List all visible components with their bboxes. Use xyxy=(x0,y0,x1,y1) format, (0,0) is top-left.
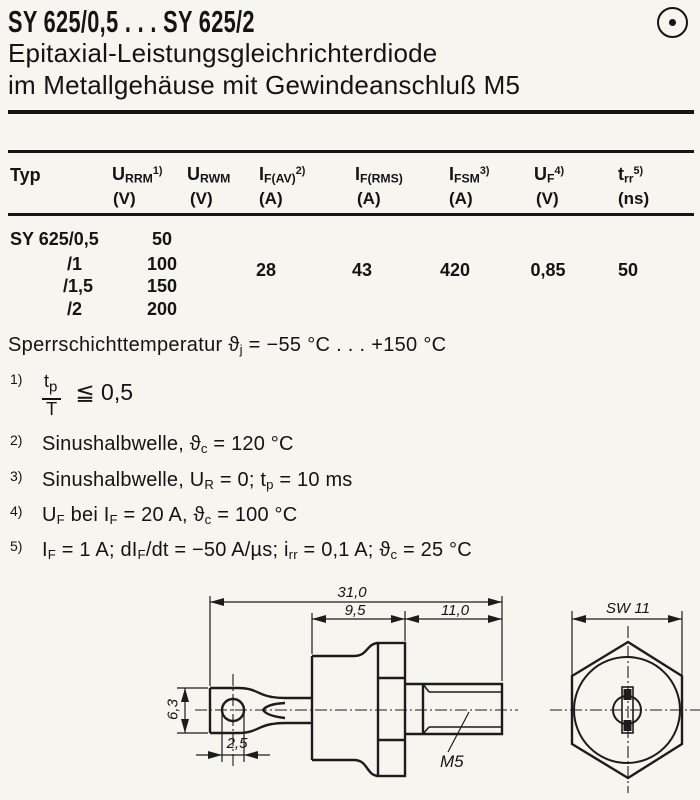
circled-dot-icon xyxy=(657,7,688,38)
subtitle-line-1: Epitaxial-Leistungsgleichrichterdiode xyxy=(8,38,438,68)
page-title: SY 625/0,5 . . . SY 625/2 xyxy=(8,4,255,39)
footnote-1-condition: ≦ 0,5 xyxy=(75,379,133,405)
footnote-2 xyxy=(10,433,294,456)
dim-lug-height: 6,3 xyxy=(164,699,182,720)
urrm-cell-1: 100 xyxy=(146,254,178,274)
unit-ifsm: (A) xyxy=(449,189,473,208)
page-subtitle xyxy=(8,37,520,101)
footnote-5-text: $I_F = 1$ A; $dI_F/dt = -50$ A/µs; $i_{rr} = 0,1$ A; $ϑ_c = 25$ °C xyxy=(42,539,472,562)
unit-urwm: (V) xyxy=(190,189,213,208)
dim-thread-length: 11,0 xyxy=(440,602,470,619)
urrm-cell-2: 150 xyxy=(146,276,178,296)
hex-facet-lines xyxy=(378,678,405,740)
shared-uf-cell: 0,85 xyxy=(530,260,566,280)
shared-trr-cell: 50 xyxy=(617,260,639,280)
dim-overall-length: 31,0 xyxy=(337,584,367,601)
dim-body-length: 9,5 xyxy=(344,602,366,619)
footnote-3 xyxy=(10,469,353,492)
urrm-cell-3: 200 xyxy=(146,299,178,319)
col-header-urwm: $U_{RWM}$ xyxy=(187,164,231,186)
unit-uf: (V) xyxy=(536,189,559,208)
dim-hole-width: 2,5 xyxy=(226,735,248,752)
footnote-1 xyxy=(10,372,133,419)
dim-wrench-size: SW 11 xyxy=(606,600,650,617)
type-cell-3: /2 xyxy=(67,299,83,319)
shared-ifrms-cell: 43 xyxy=(351,260,373,280)
shared-ifsm-cell: 420 xyxy=(439,260,471,280)
col-header-uf: $U_F^{4)}$ xyxy=(534,164,565,186)
table-header-rule xyxy=(8,213,694,216)
type-cell-2: /1,5 xyxy=(63,276,94,296)
unit-urrm: (V) xyxy=(113,189,136,208)
type-cell-1: /1 xyxy=(67,254,83,274)
thread-size-label: M5 xyxy=(440,752,464,771)
col-header-ifsm: $I_{FSM}^{3)}$ xyxy=(449,164,490,186)
shared-ifav-cell: 28 xyxy=(255,260,277,280)
urrm-cell-0: 50 xyxy=(151,229,173,249)
type-cell-0: SY 625/0,5 xyxy=(10,229,99,249)
unit-ifrms: (A) xyxy=(357,189,381,208)
table-top-rule xyxy=(8,150,694,153)
footnote-4 xyxy=(10,504,297,527)
footnote-3-marker: 3) xyxy=(10,468,23,484)
footnote-4-text: $U_F$ bei $I_F = 20$ A, $ϑ_c = 100$ °C xyxy=(42,504,298,527)
fraction-denominator: T xyxy=(46,398,58,419)
footnote-5 xyxy=(10,539,472,562)
col-header-urrm: $U_{RRM}^{1)}$ xyxy=(112,164,163,186)
col-header-ifrms: $I_{F(RMS)}$ xyxy=(355,164,403,186)
col-header-typ: Typ xyxy=(10,165,41,185)
junction-temperature-line: Sperrschichttemperatur $ϑ_j = -55$ °C . . . +150 °C xyxy=(8,334,447,357)
fraction-numerator: $t_p$ xyxy=(42,372,61,400)
unit-trr: (ns) xyxy=(618,189,650,208)
footnote-2-text: Sinushalbwelle, $ϑ_c = 120$ °C xyxy=(42,433,294,456)
col-header-ifav: $I_{F(AV)}^{2)}$ xyxy=(259,164,306,186)
divider-thick xyxy=(8,110,694,114)
col-header-trr: $t_{rr}^{5)}$ xyxy=(618,164,644,186)
subtitle-line-2: im Metallgehäuse mit Gewindeanschluß M5 xyxy=(8,70,521,100)
unit-ifav: (A) xyxy=(259,189,283,208)
footnote-5-marker: 5) xyxy=(10,538,23,554)
footnote-1-fraction xyxy=(42,372,61,419)
footnote-3-text: Sinushalbwelle, $U_R = 0$; $t_p = 10$ ms xyxy=(42,469,353,492)
footnote-4-marker: 4) xyxy=(10,503,23,519)
footnote-2-marker: 2) xyxy=(10,432,23,448)
footnote-1-marker: 1) xyxy=(10,371,23,387)
